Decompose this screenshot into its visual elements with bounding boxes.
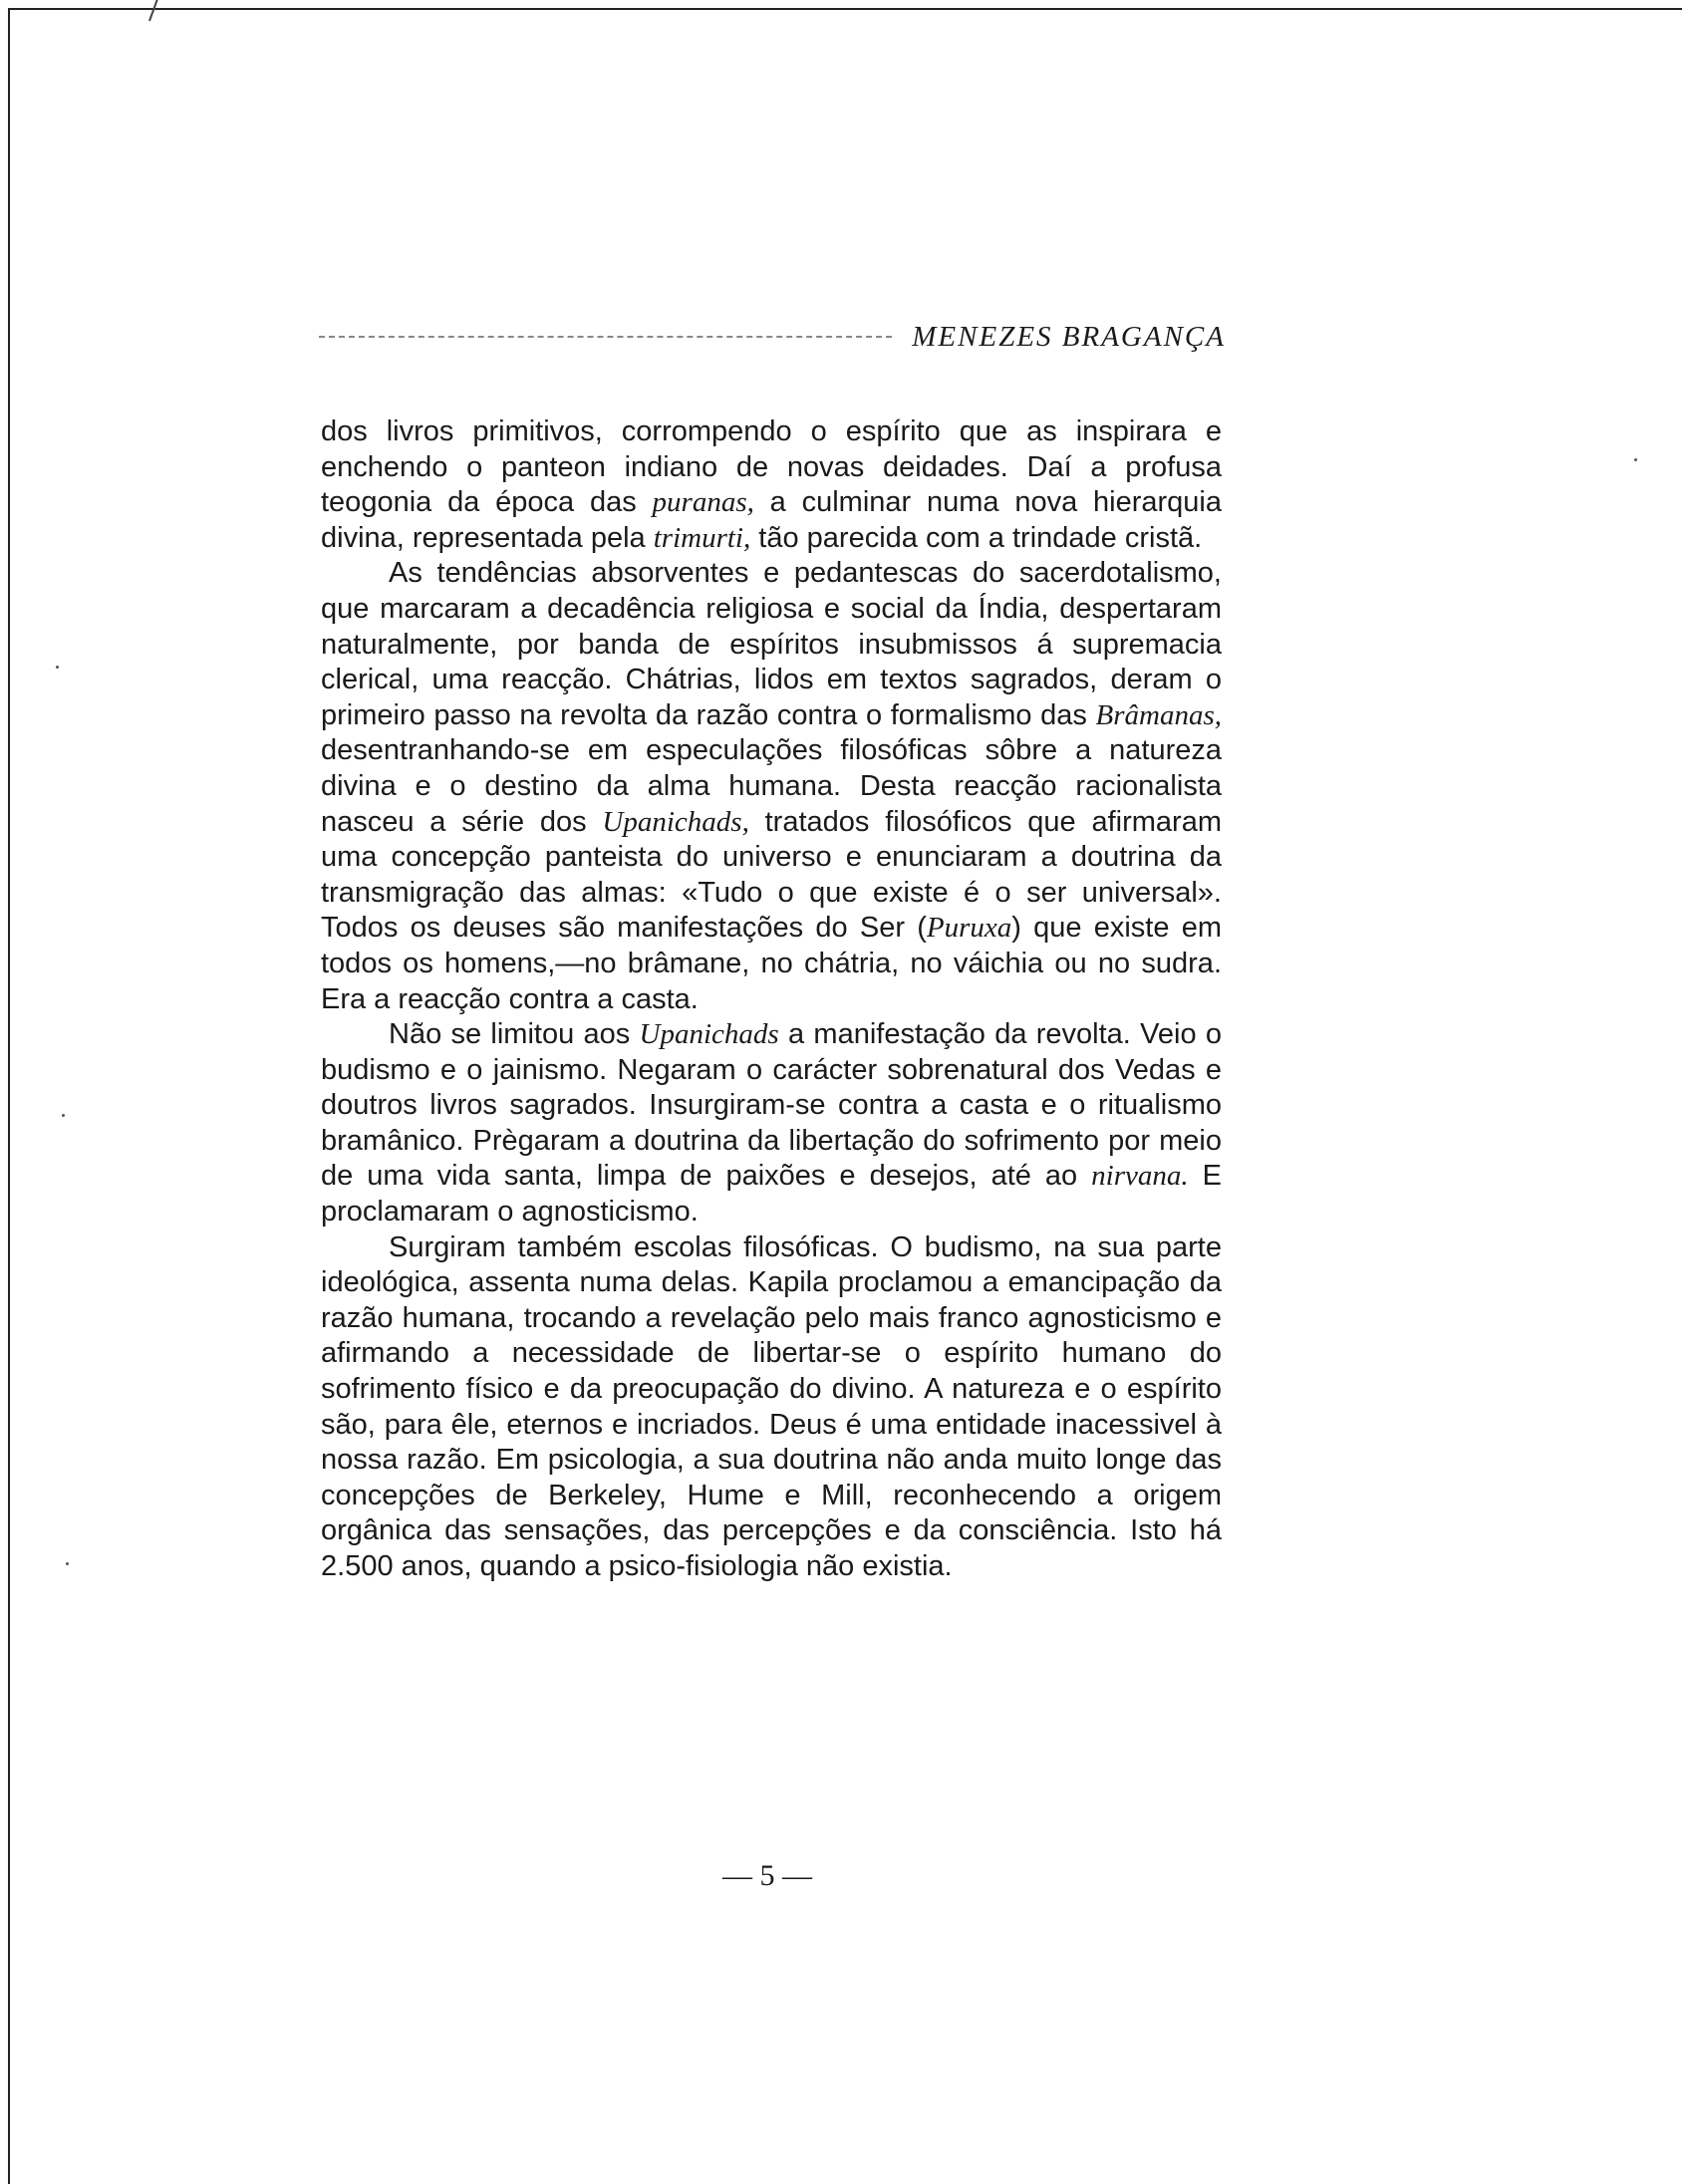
paragraph-3 <box>321 1017 1222 1230</box>
scan-speck <box>66 1562 69 1565</box>
paragraph-text: Não se limitou aos <box>389 1018 640 1051</box>
running-header <box>319 317 1226 357</box>
scan-border-left <box>8 8 10 2184</box>
italic-term: nirvana. <box>1091 1160 1189 1193</box>
scan-speck <box>56 666 59 669</box>
paragraph-text: a manifestação da revolta. Veio o budismo e o jainismo. Negaram o carácter sobrenatural dos Vedas e doutros livros sagrados. Insurgiram-se contra a casta e o ritualismo bramânico. Prègaram a doutrina da libertação do sofrimento por meio de uma vida santa, limpa de paixões e desejos, até ao <box>321 1018 1222 1193</box>
paragraph-text: tão parecida com a trindade cristã. <box>750 521 1203 554</box>
paragraph-4 <box>321 1230 1222 1585</box>
paragraph-text: ) que existe em todos os homens,—no brâmane, no chátria, no váichia ou no sudra. Era a reacção contra a casta. <box>321 912 1222 1015</box>
paragraph-text: Surgiram também escolas filosóficas. O budismo, na sua parte ideológica, assenta numa delas. Kapila proclamou a emancipação da razão humana, trocando a revelação pelo mais franco agnosticismo e afirmando a necessidade de libertar-se o espírito humano do sofrimento físico e da preocupação do divino. A natureza e o espírito são, para êle, eternos e incriados. Deus é uma entidade inacessivel à nossa razão. Em psicologia, a sua doutrina não anda muito longe das concepções de Berkeley, Hume e Mill, reconhecendo a origem orgânica das sensações, das percepções e da consciência. Isto há 2.500 anos, quando a psico-fisiologia não existia. <box>321 1230 1222 1582</box>
paragraph-2 <box>321 556 1222 1017</box>
header-author: MENEZES BRAGANÇA <box>912 320 1226 353</box>
scan-speck <box>62 1114 65 1117</box>
italic-term: Brâmanas, <box>1095 698 1222 731</box>
italic-term: puranas, <box>652 486 754 519</box>
paragraph-text: E proclamaram o agnosticismo. <box>321 1160 1222 1228</box>
italic-term: Puruxa <box>926 912 1012 945</box>
scan-corner-mark <box>148 0 164 21</box>
italic-term: trimurti, <box>653 521 751 554</box>
paragraph-text: a culminar numa nova hierarquia divina, representada pela <box>321 486 1222 554</box>
page-number: — 5 — <box>722 1859 812 1892</box>
paragraph-text: desentranhando-se em especulações filosóficas sôbre a natureza divina e o destino da alma humana. Desta reacção racionalista nasceu a série dos <box>321 734 1222 838</box>
paragraph-text: dos livros primitivos, corrompendo o espírito que as inspirara e enchendo o panteon indiano de novas deidades. Daí a profusa teogonia da época das <box>321 415 1222 519</box>
italic-term: Upanichads <box>639 1018 779 1051</box>
paragraph-text: tratados filosóficos que afirmaram uma concepção panteista do universo e enunciaram a doutrina da transmigração das almas: «Tudo o que existe é o ser universal». Todos os deuses são manifestações do Ser ( <box>321 805 1222 945</box>
italic-term: Upanichads, <box>602 805 749 838</box>
paragraph-1 <box>321 414 1222 556</box>
header-rule <box>319 336 892 338</box>
page-body <box>321 414 1222 1585</box>
scan-speck <box>1634 458 1637 461</box>
paragraph-text: As tendências absorventes e pedantescas do sacerdotalismo, que marcaram a decadência religiosa e social da Índia, despertaram naturalmente, por banda de espíritos insubmissos á supremacia clerical, uma reacção. Chátrias, lidos em textos sagrados, deram o primeiro passo na revolta da razão contra o formalismo das <box>321 557 1222 731</box>
scan-border-top <box>8 8 1682 10</box>
